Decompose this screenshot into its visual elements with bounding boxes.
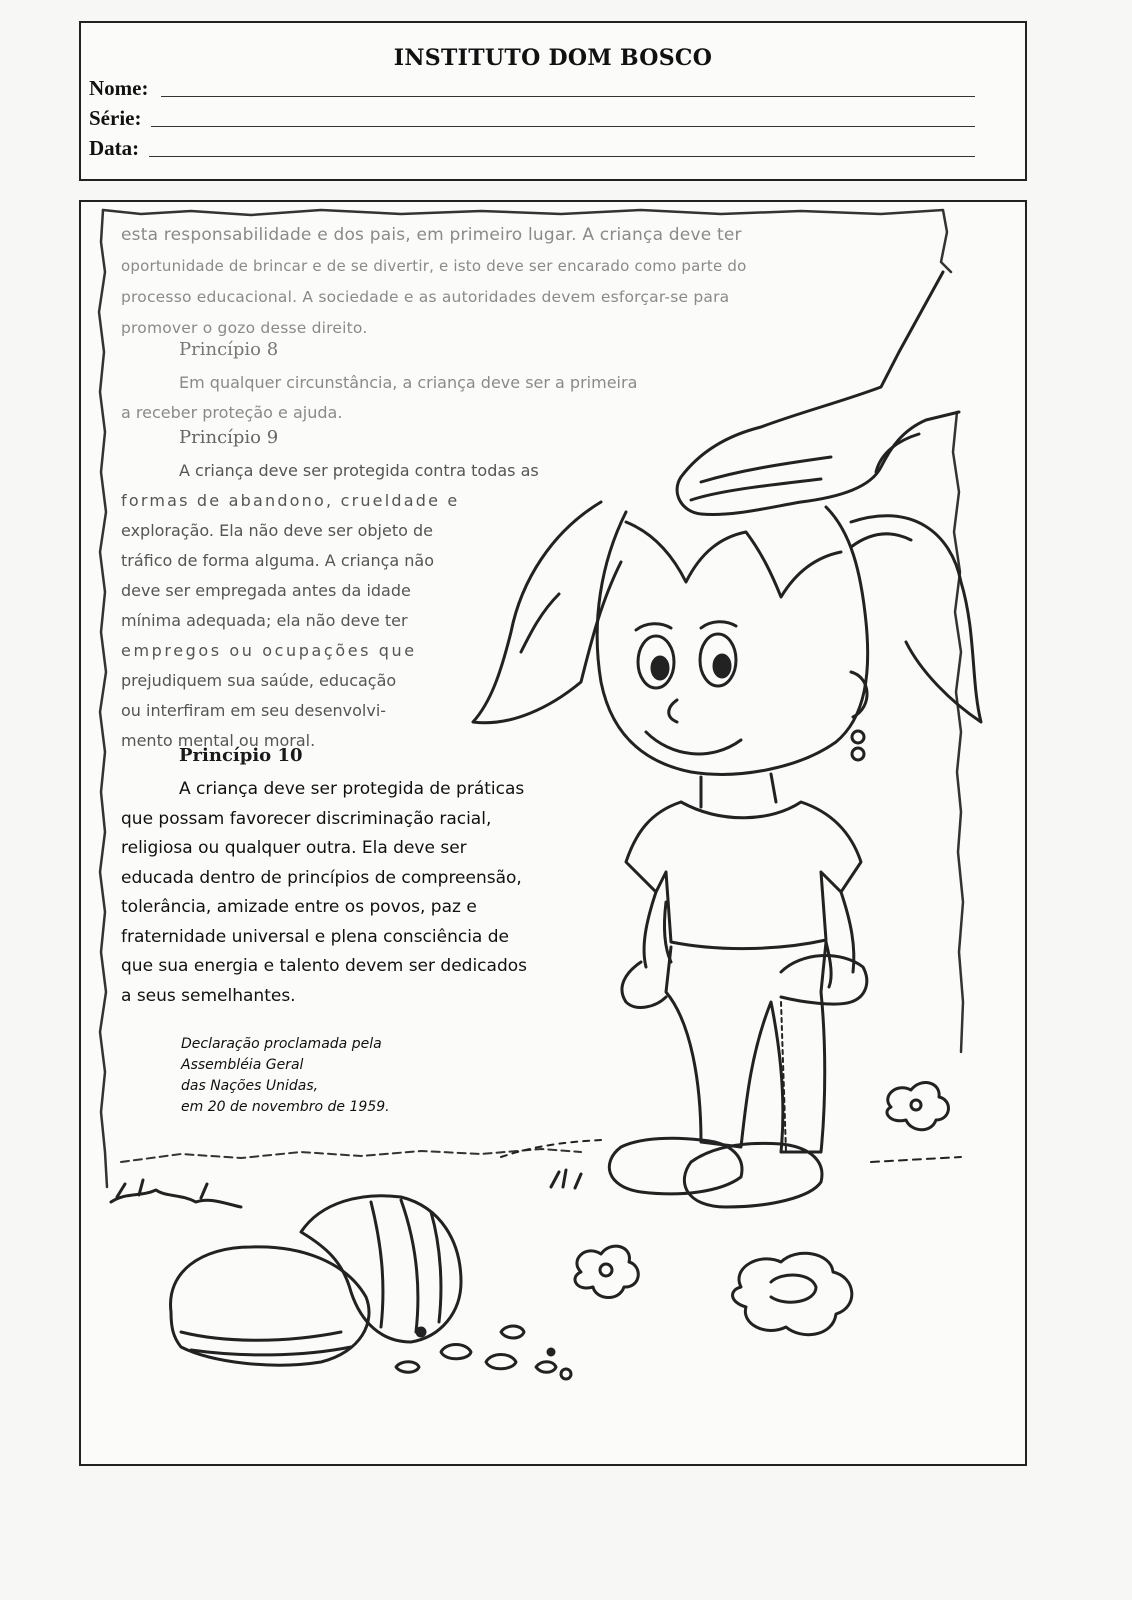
principio-10-line: tolerância, amizade entre os povos, paz e [121,897,477,917]
principio-9-line: A criança deve ser protegida contra todas as [179,461,539,480]
intro-line: processo educacional. A sociedade e as autoridades devem esforçar-se para [121,288,730,306]
principio-10-heading: Princípio 10 [179,745,303,766]
grass-tuft [111,1190,241,1207]
principio-10-line: fraternidade universal e plena consciência de [121,926,510,947]
principio-9-line: tráfico de forma alguma. A criança não [121,551,435,570]
principio-10-line: que possam favorecer discriminação racial, [121,808,492,829]
scroll-frame-right [953,412,963,1052]
flower-middle [575,1246,638,1297]
signature-line: Assembléia Geral [181,1057,304,1073]
scroll-frame-bottom [121,1149,581,1162]
principio-9-line: empregos ou ocupações que [121,641,417,660]
intro-line: esta responsabilidade e dos pais, em primeiro lugar. A criança deve ter [121,225,742,245]
signature-line: em 20 de novembro de 1959. [181,1099,390,1115]
principio-9-line: formas de abandono, crueldade e [121,491,460,510]
name-label: Nome: [89,76,149,100]
principio-8-text [121,368,637,428]
principio-9-line: ou interfiram em seu desenvolvi- [121,701,387,720]
principio-9-line: exploração. Ela não deve ser objeto de [121,521,433,540]
signature-line: das Nações Unidas, [181,1078,319,1094]
intro-line: promover o gozo desse direito. [121,319,368,337]
scroll-frame-left [99,210,107,1187]
principio-10-text [121,775,527,1011]
girl-head [597,507,868,774]
flower-right [887,1083,948,1130]
principio-9-line: mento mental ou moral. [121,731,316,750]
name-line[interactable] [161,96,975,97]
principio-9-line: mínima adequada; ela não deve ter [121,611,408,630]
school-title: INSTITUTO DOM BOSCO [393,45,713,71]
principio-9-line: deve ser empregada antes da idade [121,581,411,600]
flower-large [733,1253,852,1334]
header-box [79,21,1027,181]
intro-paragraph [121,220,746,344]
principio-9-heading: Princípio 9 [179,427,279,448]
serie-label: Série: [89,106,142,130]
content-box [79,200,1027,1466]
principio-10-line: a seus semelhantes. [121,985,296,1006]
principio-8-heading: Princípio 8 [179,339,279,360]
principio-9-text [121,456,539,756]
date-label: Data: [89,136,140,160]
pebbles [441,1345,471,1359]
data-field-row [89,131,975,161]
principio-10-line: religiosa ou qualquer outra. Ela deve ser [121,838,467,858]
principio-8-line: Em qualquer circunstância, a criança deve ser a primeira [179,373,638,392]
principio-10-line: educada dentro de princípios de compreensão, [121,867,522,888]
principio-9-line: prejudiquem sua saúde, educação [121,671,397,690]
declaration-signature [181,1034,390,1118]
serie-line[interactable] [151,126,975,127]
principio-10-line: que sua energia e talento devem ser dedicados [121,956,527,976]
date-line[interactable] [149,156,975,157]
left-hand [622,962,666,1007]
principio-10-line: A criança deve ser protegida de práticas [179,779,525,799]
right-pigtail [851,516,981,722]
intro-line: oportunidade de brincar e de se divertir, e isto deve ser encarado como parte do [121,257,747,275]
serie-field-row [89,101,975,131]
girl-shirt [626,802,861,949]
girl-smile [646,732,741,754]
signature-line: Declaração proclamada pela [181,1036,382,1052]
name-field-row [89,71,975,101]
girl-pants [666,942,826,1152]
principio-8-line: a receber proteção e ajuda. [121,403,343,422]
